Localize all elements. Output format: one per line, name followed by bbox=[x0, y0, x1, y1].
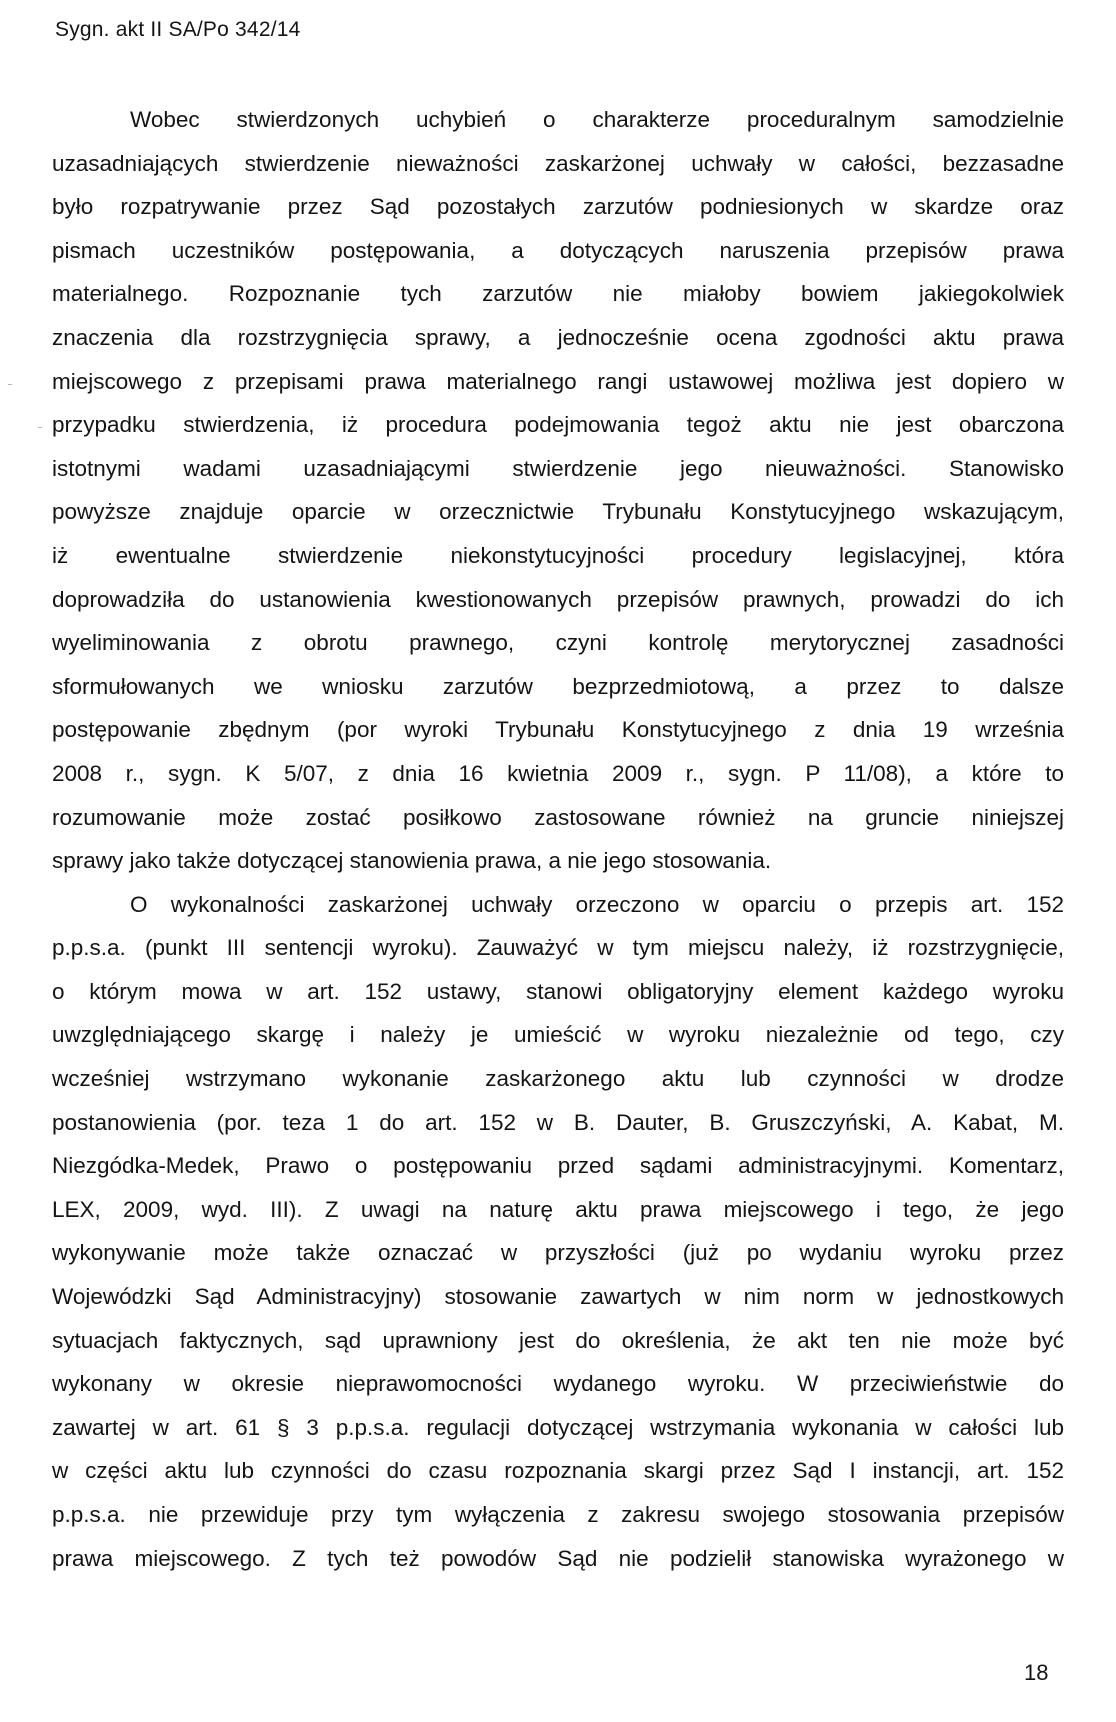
text-line: zawartej w art. 61 § 3 p.p.s.a. regulacji dotyczącej wstrzymania wykonania w całości lub bbox=[52, 1414, 1064, 1440]
text-line-paragraph-start: O wykonalności zaskarżonej uchwały orzeczono w oparciu o przepis art. 152 bbox=[130, 891, 1064, 917]
scan-margin-mark bbox=[8, 384, 12, 385]
text-line: o którym mowa w art. 152 ustawy, stanowi obligatoryjny element każdego wyroku bbox=[52, 978, 1064, 1004]
text-line: Wojewódzki Sąd Administracyjny) stosowanie zawartych w nim norm w jednostkowych bbox=[52, 1284, 1064, 1310]
text-line: wykonany w okresie nieprawomocności wydanego wyroku. W przeciwieństwie do bbox=[52, 1371, 1064, 1397]
case-reference: Sygn. akt II SA/Po 342/14 bbox=[55, 18, 301, 41]
text-line: istotnymi wadami uzasadniającymi stwierdzenie jego nieuważności. Stanowisko bbox=[52, 455, 1064, 481]
text-line: wcześniej wstrzymano wykonanie zaskarżonego aktu lub czynności w drodze bbox=[52, 1066, 1064, 1092]
text-line: miejscowego z przepisami prawa materialnego rangi ustawowej możliwa jest dopiero w bbox=[52, 368, 1064, 394]
text-line: doprowadziła do ustanowienia kwestionowanych przepisów prawnych, prowadzi do ich bbox=[52, 586, 1064, 612]
text-line: znaczenia dla rozstrzygnięcia sprawy, a jednocześnie ocena zgodności aktu prawa bbox=[52, 324, 1064, 350]
text-line: uzasadniających stwierdzenie nieważności zaskarżonej uchwały w całości, bezzasadne bbox=[52, 150, 1064, 176]
text-line: prawa miejscowego. Z tych też powodów Sąd nie podzielił stanowiska wyrażonego w bbox=[52, 1545, 1064, 1571]
scan-margin-mark bbox=[38, 427, 42, 428]
text-line: postępowanie zbędnym (por wyroki Trybunału Konstytucyjnego z dnia 19 września bbox=[52, 717, 1064, 743]
text-line-paragraph-start: Wobec stwierdzonych uchybień o charakterze proceduralnym samodzielnie bbox=[130, 107, 1064, 132]
page-number: 18 bbox=[1024, 1660, 1049, 1685]
text-line: pismach uczestników postępowania, a dotyczących naruszenia przepisów prawa bbox=[52, 237, 1064, 263]
text-line: przypadku stwierdzenia, iż procedura podejmowania tegoż aktu nie jest obarczona bbox=[52, 412, 1064, 438]
text-line: w części aktu lub czynności do czasu rozpoznania skargi przez Sąd I instancji, art. 152 bbox=[52, 1458, 1064, 1484]
text-line: Niezgódka-Medek, Prawo o postępowaniu przed sądami administracyjnymi. Komentarz, bbox=[52, 1153, 1064, 1179]
text-line: 2008 r., sygn. K 5/07, z dnia 16 kwietnia 2009 r., sygn. P 11/08), a które to bbox=[52, 760, 1064, 786]
text-line: powyższe znajduje oparcie w orzecznictwie Trybunału Konstytucyjnego wskazującym, bbox=[52, 499, 1064, 525]
text-line-paragraph-end: sprawy jako także dotyczącej stanowienia prawa, a nie jego stosowania. bbox=[52, 848, 772, 874]
text-line: postanowienia (por. teza 1 do art. 152 w B. Dauter, B. Gruszczyński, A. Kabat, M. bbox=[52, 1109, 1064, 1135]
text-line: iż ewentualne stwierdzenie niekonstytucyjności procedury legislacyjnej, która bbox=[52, 542, 1064, 568]
text-line: sformułowanych we wniosku zarzutów bezprzedmiotową, a przez to dalsze bbox=[52, 673, 1064, 699]
text-line: sytuacjach faktycznych, sąd uprawniony jest do określenia, że akt ten nie może być bbox=[52, 1327, 1064, 1353]
text-line: LEX, 2009, wyd. III). Z uwagi na naturę aktu prawa miejscowego i tego, że jego bbox=[52, 1196, 1064, 1222]
text-line: wyeliminowania z obrotu prawnego, czyni kontrolę merytorycznej zasadności bbox=[52, 630, 1064, 656]
text-line: p.p.s.a. (punkt III sentencji wyroku). Zauważyć w tym miejscu należy, iż rozstrzygnięcie, bbox=[52, 935, 1064, 961]
text-line: rozumowanie może zostać posiłkowo zastosowane również na gruncie niniejszej bbox=[52, 804, 1064, 830]
text-line: materialnego. Rozpoznanie tych zarzutów nie miałoby bowiem jakiegokolwiek bbox=[52, 281, 1064, 307]
text-line: było rozpatrywanie przez Sąd pozostałych zarzutów podniesionych w skardze oraz bbox=[52, 194, 1064, 220]
text-line: uwzględniającego skargę i należy je umieścić w wyroku niezależnie od tego, czy bbox=[52, 1022, 1064, 1048]
text-line: wykonywanie może także oznaczać w przyszłości (już po wydaniu wyroku przez bbox=[52, 1240, 1064, 1266]
body-text bbox=[52, 98, 1064, 1580]
text-line: p.p.s.a. nie przewiduje przy tym wyłączenia z zakresu swojego stosowania przepisów bbox=[52, 1502, 1064, 1527]
